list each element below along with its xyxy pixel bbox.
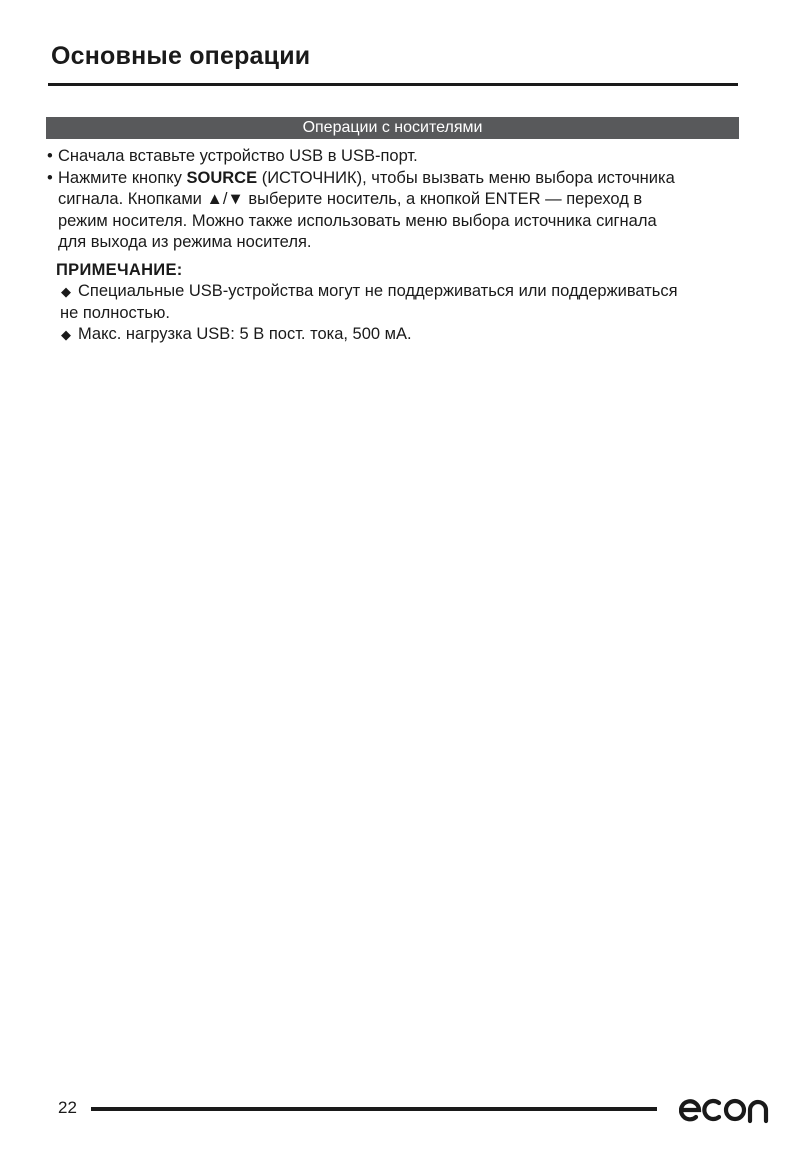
bullet-text-line: сигнала. Кнопками ▲/▼ выберите носитель, а кнопкой ENTER — переход в xyxy=(58,190,643,208)
bullet-item-insert-usb xyxy=(46,146,746,168)
note-text: Специальные USB-устройства могут не поддерживаться или поддерживаться xyxy=(78,282,678,300)
bullet-text-pre: Нажмите кнопку xyxy=(58,168,187,187)
note-text: Макс. нагрузка USB: 5 В пост. тока, 500 мА. xyxy=(78,325,412,343)
note-heading: ПРИМЕЧАНИЕ: xyxy=(56,260,183,279)
note-item-usb-load xyxy=(46,324,746,346)
bullet-text-post: (ИСТОЧНИК), чтобы вызвать меню выбора источника xyxy=(257,168,675,187)
page-number: 22 xyxy=(58,1098,77,1117)
bullet-icon: • xyxy=(47,168,53,187)
source-keyword: SOURCE xyxy=(186,168,258,187)
note-item-special-usb xyxy=(46,281,746,324)
bullet-text: Сначала вставьте устройство USB в USB-порт. xyxy=(58,147,418,165)
diamond-bullet-icon: ◆ xyxy=(61,284,71,299)
bullet-text-line: для выхода из режима носителя. xyxy=(58,233,312,251)
page-title: Основные операции xyxy=(51,42,311,70)
bullet-icon: • xyxy=(47,147,53,165)
main-content xyxy=(46,146,746,346)
footer-divider xyxy=(91,1107,657,1111)
bullet-item-source-button xyxy=(46,168,746,254)
title-divider xyxy=(48,83,738,86)
econ-logo xyxy=(679,1088,771,1128)
section-header: Операции с носителями xyxy=(46,117,739,139)
diamond-bullet-icon: ◆ xyxy=(61,327,71,342)
bullet-text-line: режим носителя. Можно также использовать меню выбора источника сигнала xyxy=(58,211,657,230)
note-text-line: не полностью. xyxy=(60,303,170,322)
